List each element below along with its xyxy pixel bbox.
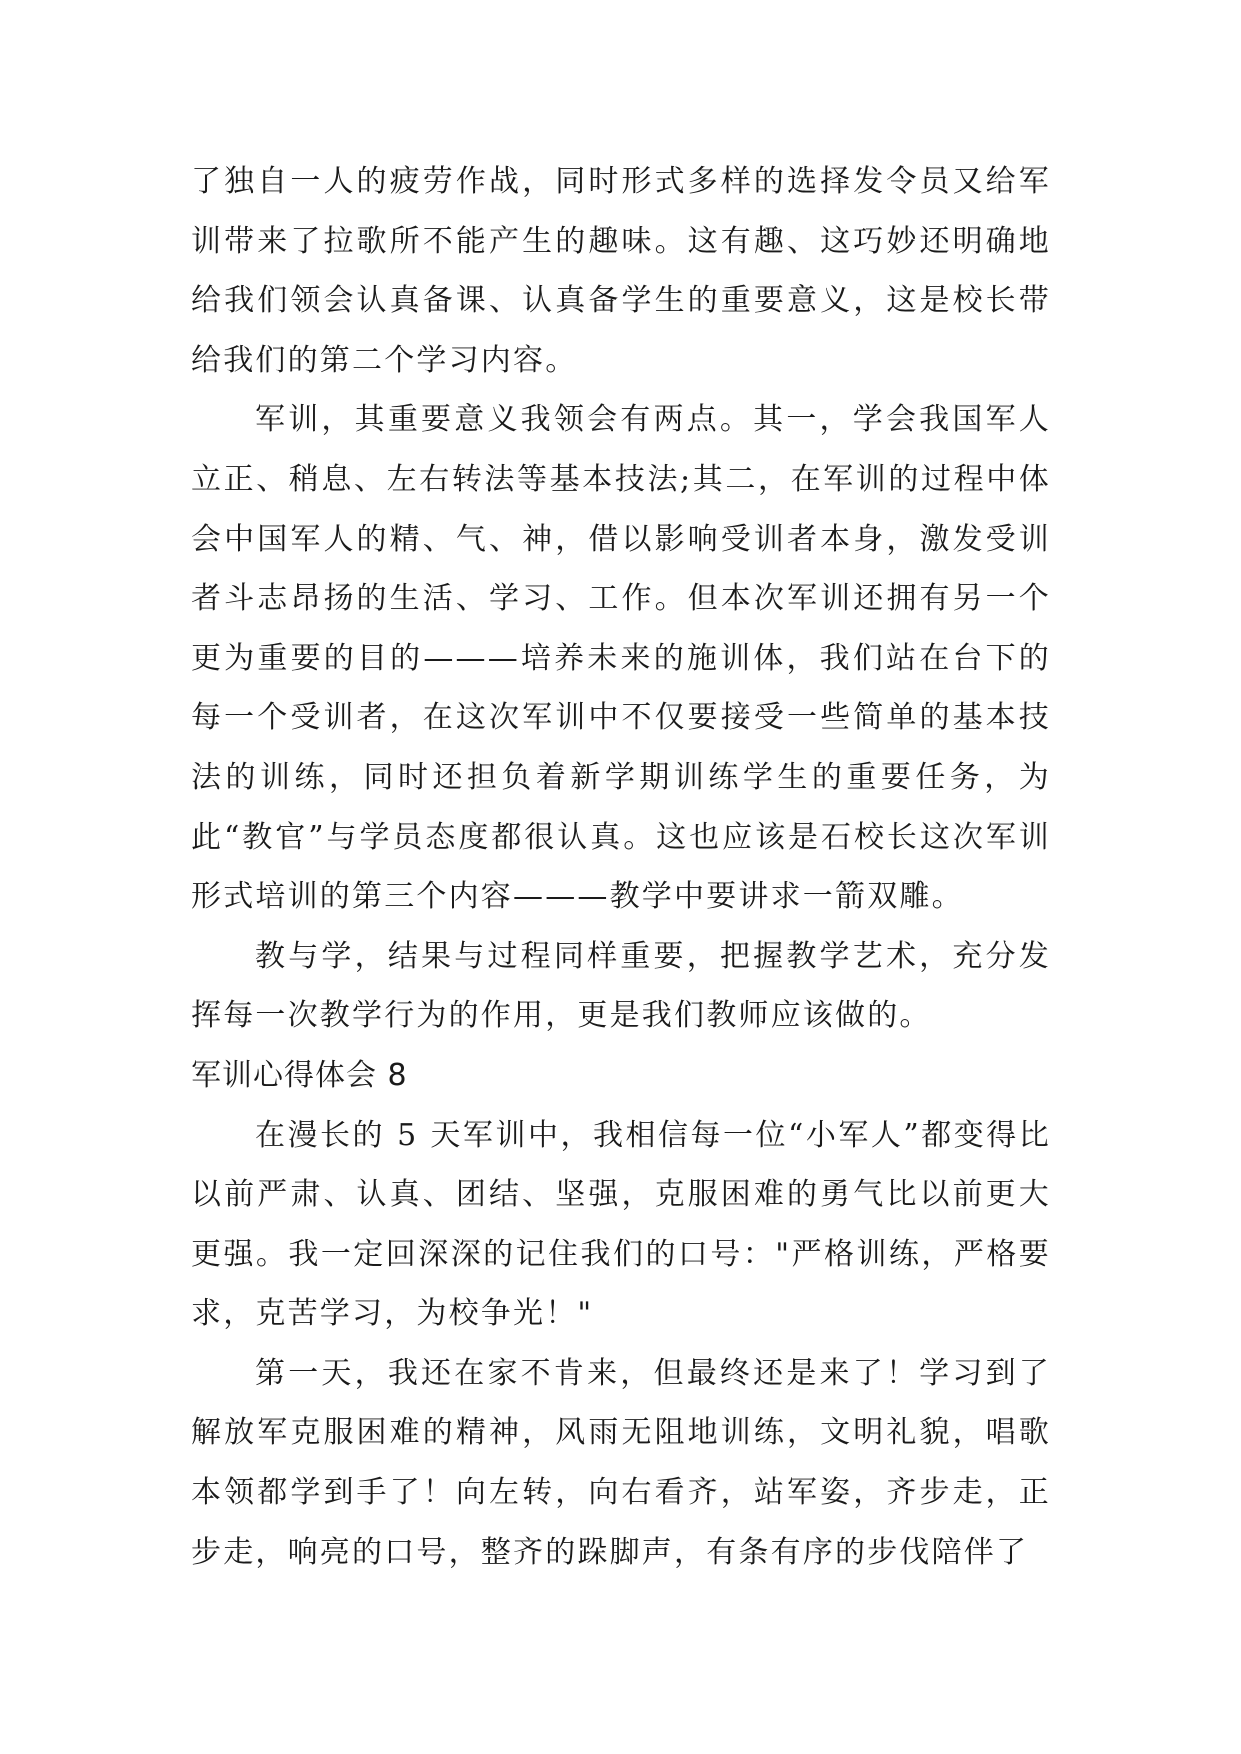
paragraph-1: 了独自一人的疲劳作战，同时形式多样的选择发令员又给军训带来了拉歌所不能产生的趣味。这有趣、这巧妙还明确地给我们领会认真备课、认真备学生的重要意义，这是校长带给我们的第二个学习内容。 [191,164,1051,378]
paragraph-5: 第一天，我还在家不肯来，但最终还是来了！学习到了解放军克服困难的精神，风雨无阻地训练，文明礼貌，唱歌本领都学到手了！向左转，向右看齐，站军姿，齐步走，正步走，响亮的口号，整齐的跺脚声，有条有序的步伐陪伴了 [191,1355,1051,1570]
paragraph-2: 军训，其重要意义我领会有两点。其一，学会我国军人立正、稍息、左右转法等基本技法;其二，在军训的过程中体会中国军人的精、气、神，借以影响受训者本身，激发受训者斗志昂扬的生活、学习、工作。但本次军训还拥有另一个更为重要的目的———培养未来的施训体，我们站在台下的每一个受训者，在这次军训中不仅要接受一些简单的基本技法的训练，同时还担负着新学期训练学生的重要任务，为此“教官”与学员态度都很认真。这也应该是石校长这次军训形式培训的第三个内容———教学中要讲求一箭双雕。 [191,402,1051,915]
paragraph-4: 在漫长的 5 天军训中，我相信每一位“小军人”都变得比以前严肃、认真、团结、坚强，克服困难的勇气比以前更大更强。我一定回深深的记住我们的口号："严格训练，严格要求，克苦学习，为校争光！" [191,1117,1051,1332]
document-body [191,152,1051,1582]
paragraph-3: 教与学，结果与过程同样重要，把握教学艺术，充分发挥每一次教学行为的作用，更是我们教师应该做的。 [191,938,1051,1034]
section-heading: 军训心得体会 8 [191,1057,408,1093]
